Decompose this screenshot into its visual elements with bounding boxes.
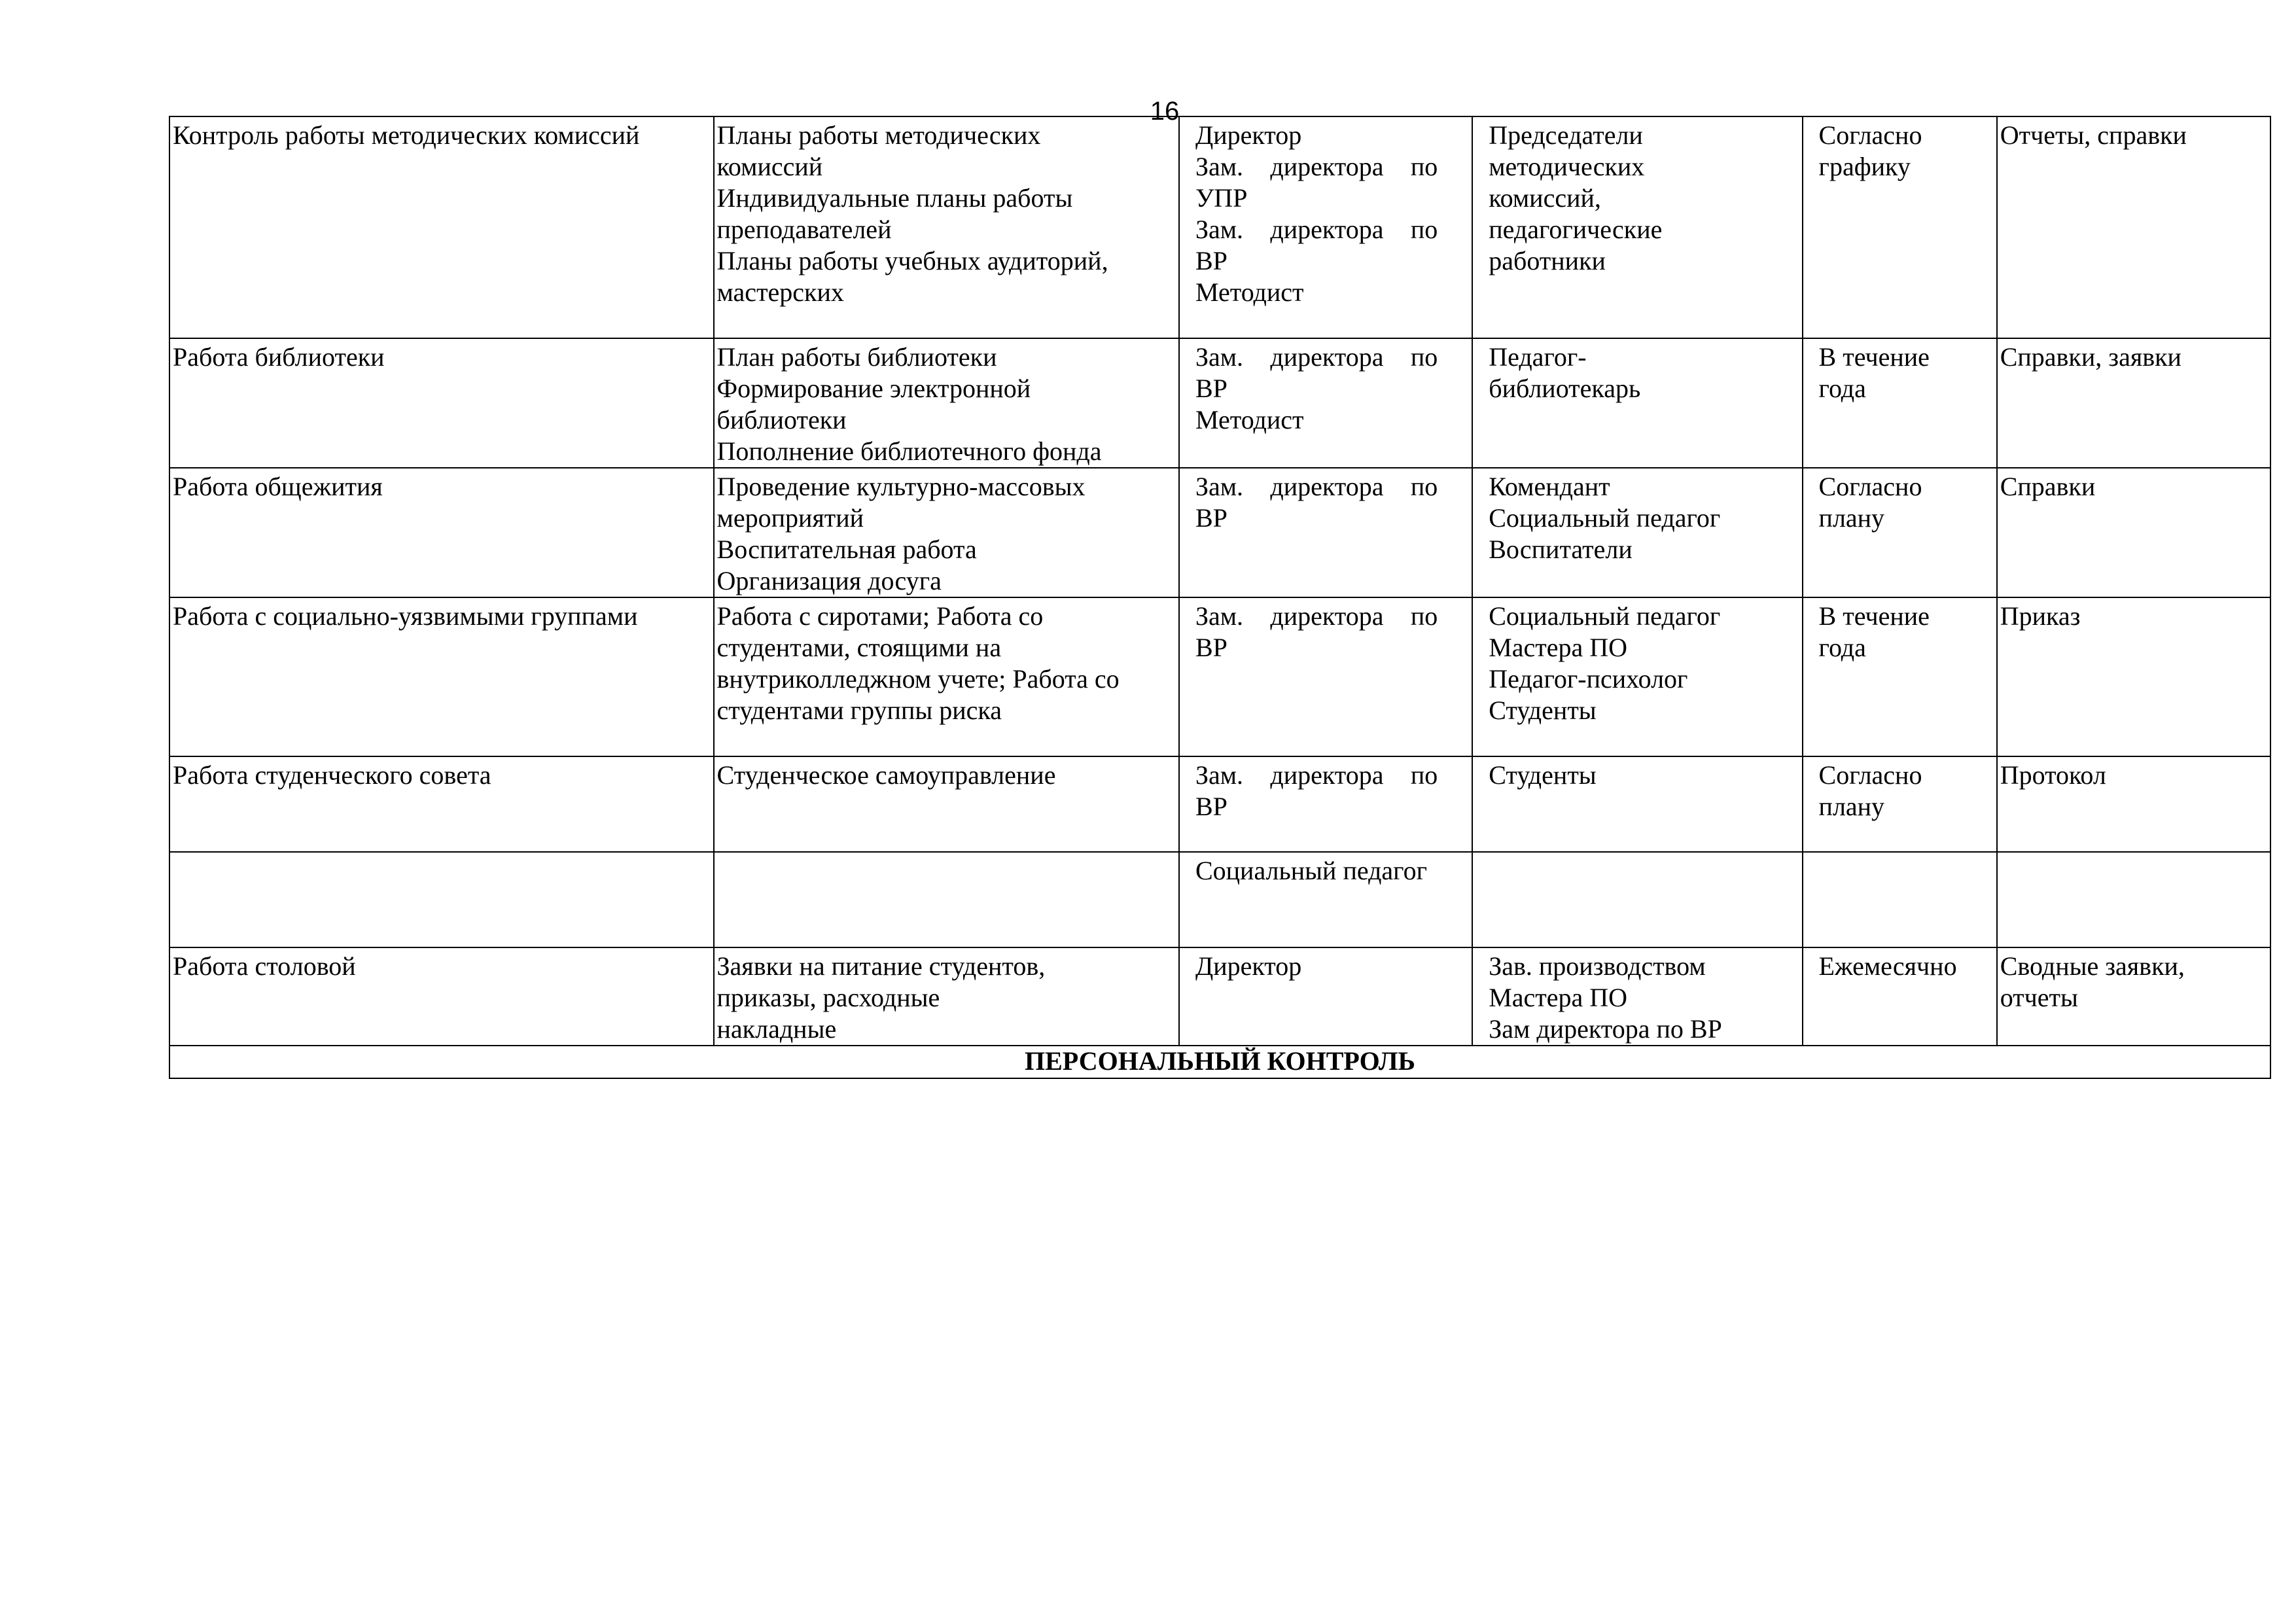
cell-line: Воспитатели: [1489, 535, 1633, 564]
section-heading: ПЕРСОНАЛЬНЫЙ КОНТРОЛЬ: [169, 1046, 2270, 1078]
cell-line: Директор: [1195, 120, 1302, 150]
cell-line: Заявки на питание студентов,: [716, 951, 1046, 981]
table-row: [169, 338, 2270, 468]
control-plan-table: [169, 116, 2271, 1079]
cell-control-object: [169, 338, 714, 468]
cell-line: библиотекарь: [1489, 374, 1641, 403]
cell-term: [1803, 116, 1997, 338]
cell-line: плану: [1818, 792, 1885, 821]
cell-result: [1997, 947, 2270, 1046]
cell-line: ВР: [1195, 792, 1227, 821]
cell-line: Согласно: [1818, 760, 1922, 790]
cell-line: Протокол: [2000, 760, 2106, 790]
cell-control-object: [169, 756, 714, 852]
cell-line: Планы работы учебных аудиторий,: [716, 246, 1108, 275]
cell-responsible: [1179, 116, 1472, 338]
table-row: [169, 116, 2270, 338]
cell-line: Социальный педагог: [1489, 503, 1721, 533]
cell-line: Студенты: [1489, 696, 1597, 725]
cell-line: Работа общежития: [173, 472, 383, 501]
cell-line: Директор: [1195, 951, 1302, 981]
cell-line: методических: [1489, 152, 1645, 181]
cell-line: Работа с сиротами; Работа со: [716, 601, 1044, 631]
cell-control-content: [714, 116, 1179, 338]
cell-line: графику: [1818, 152, 1911, 181]
cell-line: Приказ: [2000, 601, 2081, 631]
cell-result: [1997, 756, 2270, 852]
cell-responsible: [1179, 338, 1472, 468]
cell-result: [1997, 338, 2270, 468]
cell-control-object: [169, 116, 714, 338]
cell-line: УПР: [1195, 183, 1248, 213]
cell-control-object: [169, 468, 714, 597]
cell-control-content: [714, 947, 1179, 1046]
cell-responsible: [1179, 597, 1472, 756]
cell-line: Согласно: [1818, 120, 1922, 150]
table-row: [169, 597, 2270, 756]
cell-executors: [1472, 338, 1802, 468]
cell-line: Отчеты, справки: [2000, 120, 2187, 150]
cell-line: Сводные заявки,: [2000, 951, 2185, 981]
cell-line: библиотеки: [716, 405, 847, 434]
cell-line: Работа студенческого совета: [173, 760, 491, 790]
cell-line: студентами группы риска: [716, 696, 1002, 725]
cell-line: Педагог-: [1489, 342, 1587, 372]
cell-line: Зам. директора по: [1195, 601, 1438, 631]
cell-term: [1803, 756, 1997, 852]
cell-line: накладные: [716, 1014, 837, 1044]
cell-responsible: [1179, 756, 1472, 852]
cell-line: Мастера ПО: [1489, 983, 1628, 1012]
cell-line: Студенты: [1489, 760, 1597, 790]
cell-line: Методист: [1195, 405, 1304, 434]
cell-line: Зам. директора по: [1195, 760, 1438, 790]
cell-responsible: [1179, 468, 1472, 597]
cell-executors: [1472, 468, 1802, 597]
cell-line: Контроль работы методических комиссий: [173, 120, 640, 150]
cell-control-object: [169, 947, 714, 1046]
cell-line: Методист: [1195, 277, 1304, 307]
cell-control-content: [714, 597, 1179, 756]
cell-line: года: [1818, 633, 1866, 662]
cell-line: Формирование электронной: [716, 374, 1031, 403]
cell-control-content: [714, 468, 1179, 597]
cell-line: Зам директора по ВР: [1489, 1014, 1722, 1044]
cell-line: Председатели: [1489, 120, 1643, 150]
cell-line: Зам. директора по: [1195, 472, 1438, 501]
cell-executors: [1472, 116, 1802, 338]
cell-line: ВР: [1195, 374, 1227, 403]
cell-line: Проведение культурно-массовых: [716, 472, 1086, 501]
cell-line: Воспитательная работа: [716, 535, 977, 564]
cell-line: мастерских: [716, 277, 844, 307]
cell-control-object: [169, 852, 714, 947]
cell-line: Социальный педагог: [1489, 601, 1721, 631]
cell-line: Работа библиотеки: [173, 342, 385, 372]
page-number: 16: [1150, 97, 1180, 126]
cell-line: План работы библиотеки: [716, 342, 997, 372]
cell-executors: [1472, 597, 1802, 756]
cell-line: ВР: [1195, 633, 1227, 662]
cell-line: Индивидуальные планы работы: [716, 183, 1073, 213]
cell-line: Организация досуга: [716, 566, 942, 595]
table-row: [169, 756, 2270, 852]
cell-line: В течение: [1818, 601, 1930, 631]
cell-control-content: [714, 338, 1179, 468]
cell-line: комиссий: [716, 152, 823, 181]
cell-control-content: [714, 852, 1179, 947]
cell-line: Планы работы методических: [716, 120, 1041, 150]
cell-result: [1997, 468, 2270, 597]
cell-executors: [1472, 756, 1802, 852]
cell-line: приказы, расходные: [716, 983, 940, 1012]
cell-line: ВР: [1195, 246, 1227, 275]
cell-line: мероприятий: [716, 503, 864, 533]
cell-line: Справки, заявки: [2000, 342, 2181, 372]
cell-line: Согласно: [1818, 472, 1922, 501]
cell-executors: [1472, 947, 1802, 1046]
cell-line: В течение: [1818, 342, 1930, 372]
cell-term: [1803, 947, 1997, 1046]
cell-line: Социальный педагог: [1195, 856, 1427, 885]
cell-result: [1997, 597, 2270, 756]
cell-line: Зав. производством: [1489, 951, 1706, 981]
table-body: [169, 116, 2270, 1078]
cell-line: Мастера ПО: [1489, 633, 1628, 662]
cell-term: [1803, 597, 1997, 756]
section-heading-row: [169, 1046, 2270, 1078]
cell-line: Справки: [2000, 472, 2096, 501]
cell-term: [1803, 468, 1997, 597]
cell-line: внутриколледжном учете; Работа со: [716, 664, 1120, 694]
cell-term: [1803, 338, 1997, 468]
cell-result: [1997, 852, 2270, 947]
cell-line: ВР: [1195, 503, 1227, 533]
cell-line: Комендант: [1489, 472, 1610, 501]
cell-control-object: [169, 597, 714, 756]
cell-line: работники: [1489, 246, 1606, 275]
cell-line: преподавателей: [716, 215, 892, 244]
cell-responsible: [1179, 852, 1472, 947]
cell-line: комиссий,: [1489, 183, 1601, 213]
table-row: [169, 468, 2270, 597]
cell-line: Работа столовой: [173, 951, 356, 981]
cell-line: педагогические: [1489, 215, 1663, 244]
cell-executors: [1472, 852, 1802, 947]
table-row: [169, 852, 2270, 947]
cell-control-content: [714, 756, 1179, 852]
cell-line: Ежемесячно: [1818, 951, 1957, 981]
table-row: [169, 947, 2270, 1046]
cell-result: [1997, 116, 2270, 338]
cell-term: [1803, 852, 1997, 947]
cell-line: отчеты: [2000, 983, 2078, 1012]
cell-responsible: [1179, 947, 1472, 1046]
cell-line: плану: [1818, 503, 1885, 533]
cell-line: Студенческое самоуправление: [716, 760, 1056, 790]
cell-line: Зам. директора по: [1195, 215, 1438, 244]
cell-line: студентами, стоящими на: [716, 633, 1002, 662]
cell-line: Пополнение библиотечного фонда: [716, 436, 1102, 466]
cell-line: года: [1818, 374, 1866, 403]
cell-line: Работа с социально-уязвимыми группами: [173, 601, 638, 631]
cell-line: Педагог-психолог: [1489, 664, 1688, 694]
cell-line: Зам. директора по: [1195, 342, 1438, 372]
cell-line: Зам. директора по: [1195, 152, 1438, 181]
